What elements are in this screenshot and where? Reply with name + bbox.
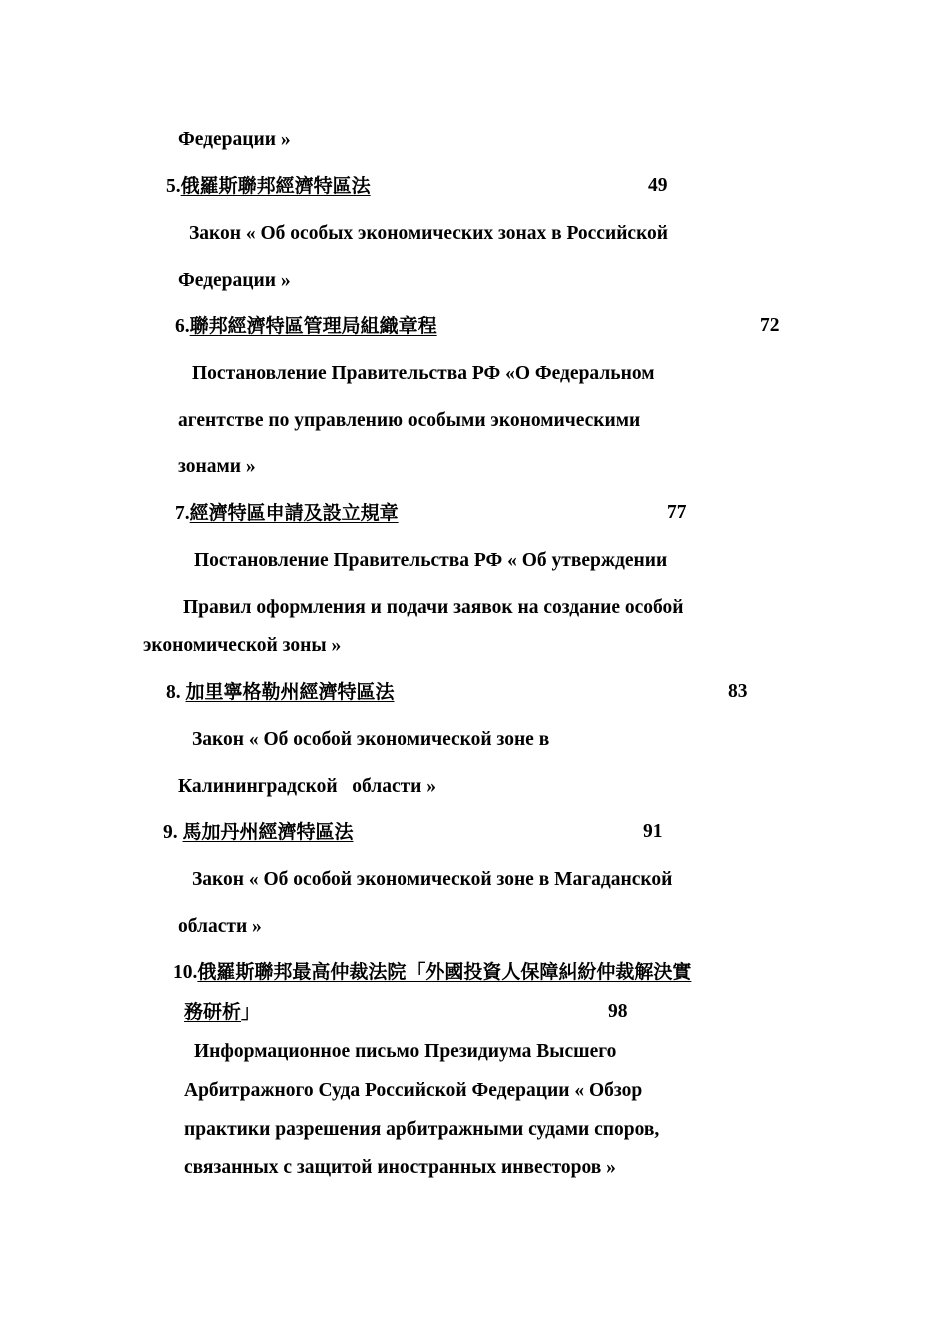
entry-description-line: Закон « Об особой экономической зоне в Магаданской — [192, 869, 673, 890]
toc-entry-title[interactable] — [166, 174, 371, 199]
entry-description-line: Арбитражного Суда Российской Федерации « Обзор — [184, 1080, 643, 1101]
entry-description-line: области » — [178, 916, 262, 937]
toc-entry-title[interactable] — [173, 960, 691, 985]
entry-description-line: агентстве по управлению особыми экономическими — [178, 410, 641, 431]
entry-description-line: практики разрешения арбитражными судами споров, — [184, 1119, 660, 1140]
entry-number: 7. — [175, 503, 190, 524]
entry-title-link[interactable]: 俄羅斯聯邦經濟特區法 — [180, 175, 371, 197]
entry-description-line: Закон « Об особой экономической зоне в — [192, 729, 550, 750]
page-number: 49 — [648, 175, 668, 196]
toc-entry-title[interactable] — [163, 820, 354, 845]
entry-title-link[interactable]: 聯邦經濟特區管理局組織章程 — [189, 315, 437, 337]
entry-number: 8. — [166, 682, 186, 703]
entry-title-link[interactable]: 經濟特區申請及設立規章 — [189, 502, 399, 524]
entry-description-line: Калининградской области » — [178, 776, 437, 797]
entry-title-link[interactable]: 務研析 — [184, 1001, 242, 1023]
entry-title-link[interactable]: 俄羅斯聯邦最高仲裁法院「外國投資人保障糾紛仲裁解決實 — [197, 961, 692, 983]
toc-entry-title[interactable] — [175, 314, 437, 339]
entry-description-line: связанных с защитой иностранных инвесторов » — [184, 1157, 616, 1178]
page-number: 83 — [728, 681, 748, 702]
entry-title-link[interactable]: 加里寧格勒州經濟特區法 — [185, 681, 395, 703]
toc-entry-title[interactable] — [166, 680, 395, 705]
entry-description-line: Информационное письмо Президиума Высшего — [194, 1041, 617, 1062]
toc-entry-title-continued[interactable] — [184, 1000, 260, 1025]
entry-number: 5. — [166, 176, 181, 197]
entry-description-line: Закон « Об особых экономических зонах в Российской — [189, 223, 669, 244]
page-number: 91 — [643, 821, 663, 842]
entry-description-line: Федерации » — [178, 270, 291, 291]
page-number: 98 — [608, 1001, 628, 1022]
page-number: 72 — [760, 315, 780, 336]
entry-description-line: экономической зоны » — [143, 635, 342, 656]
entry-description-line: Федерации » — [178, 129, 291, 150]
page-number: 77 — [667, 502, 687, 523]
entry-number: 9. — [163, 822, 183, 843]
entry-title-link[interactable]: 馬加丹州經濟特區法 — [182, 821, 354, 843]
entry-number: 6. — [175, 316, 190, 337]
entry-number: 10. — [173, 962, 198, 983]
entry-description-line: Правил оформления и подачи заявок на создание особой — [183, 597, 684, 618]
entry-description-line: зонами » — [178, 456, 256, 477]
entry-description-line: Постановление Правительства РФ « Об утверждении — [194, 550, 668, 571]
entry-description-line: Постановление Правительства РФ «О Федеральном — [192, 363, 655, 384]
toc-entry-title[interactable] — [175, 501, 399, 526]
entry-title-tail: 」 — [241, 1001, 261, 1023]
